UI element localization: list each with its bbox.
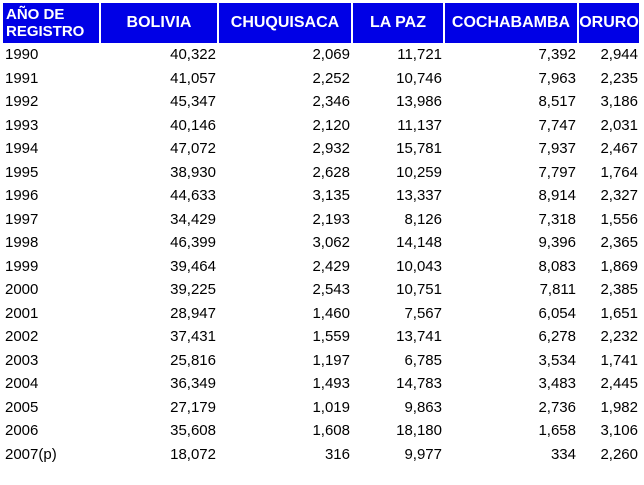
oruro-cell: 2,445 bbox=[600, 375, 638, 393]
chuquisaca-cell: 1,608 bbox=[312, 422, 350, 440]
chuquisaca-cell: 2,932 bbox=[312, 140, 350, 158]
chuquisaca-cell: 2,543 bbox=[312, 281, 350, 299]
bolivia-cell: 28,947 bbox=[170, 304, 216, 322]
header-la-paz: LA PAZ bbox=[352, 3, 444, 43]
chuquisaca-cell: 1,559 bbox=[312, 328, 350, 346]
chuquisaca-cell: 2,628 bbox=[312, 163, 350, 181]
header-row bbox=[2, 3, 640, 43]
bolivia-cell: 36,349 bbox=[170, 375, 216, 393]
year-cell: 2000 bbox=[5, 281, 39, 299]
cochabamba-cell: 7,811 bbox=[539, 281, 576, 299]
year-cell: 2002 bbox=[5, 328, 39, 346]
chuquisaca-cell: 2,193 bbox=[312, 210, 350, 228]
table-row bbox=[2, 231, 640, 255]
cochabamba-cell: 8,517 bbox=[538, 93, 576, 111]
chuquisaca-cell: 3,062 bbox=[312, 234, 350, 252]
la-paz-cell: 10,043 bbox=[396, 257, 442, 275]
chuquisaca-cell: 2,346 bbox=[312, 93, 350, 111]
chuquisaca-cell: 1,197 bbox=[312, 351, 350, 369]
oruro-cell: 1,741 bbox=[600, 351, 638, 369]
cochabamba-cell: 6,054 bbox=[538, 304, 576, 322]
bolivia-cell: 39,464 bbox=[170, 257, 216, 275]
oruro-cell: 1,651 bbox=[600, 304, 638, 322]
year-cell: 1996 bbox=[5, 187, 39, 205]
year-cell: 1992 bbox=[5, 93, 39, 111]
oruro-cell: 2,260 bbox=[600, 445, 638, 463]
table-row bbox=[2, 372, 640, 396]
bolivia-cell: 40,322 bbox=[170, 46, 216, 64]
chuquisaca-cell: 2,069 bbox=[312, 46, 350, 64]
cochabamba-cell: 6,278 bbox=[538, 328, 576, 346]
table-row bbox=[2, 302, 640, 326]
oruro-cell: 3,186 bbox=[600, 93, 638, 111]
table-header bbox=[2, 3, 640, 43]
cochabamba-cell: 3,534 bbox=[538, 351, 576, 369]
year-cell: 1993 bbox=[5, 116, 39, 134]
bolivia-cell: 46,399 bbox=[170, 234, 216, 252]
cochabamba-cell: 7,747 bbox=[538, 116, 576, 134]
oruro-cell: 2,235 bbox=[600, 69, 638, 87]
la-paz-cell: 18,180 bbox=[396, 422, 442, 440]
bolivia-cell: 38,930 bbox=[170, 163, 216, 181]
chuquisaca-cell: 3,135 bbox=[312, 187, 350, 205]
oruro-cell: 1,556 bbox=[600, 210, 638, 228]
bolivia-cell: 37,431 bbox=[170, 328, 216, 346]
chuquisaca-cell: 1,460 bbox=[312, 304, 350, 322]
la-paz-cell: 11,721 bbox=[397, 46, 442, 64]
la-paz-cell: 10,751 bbox=[396, 281, 442, 299]
bolivia-cell: 27,179 bbox=[170, 398, 216, 416]
oruro-cell: 2,467 bbox=[600, 140, 638, 158]
la-paz-cell: 10,259 bbox=[396, 163, 442, 181]
cochabamba-cell: 7,963 bbox=[538, 69, 576, 87]
la-paz-cell: 6,785 bbox=[404, 351, 442, 369]
oruro-cell: 2,365 bbox=[600, 234, 638, 252]
header-oruro: ORURO bbox=[578, 3, 640, 43]
chuquisaca-cell: 2,429 bbox=[312, 257, 350, 275]
header-cochabamba: COCHABAMBA bbox=[444, 3, 578, 43]
header-registration-year: AÑO DE REGISTRO bbox=[2, 3, 100, 43]
bolivia-cell: 40,146 bbox=[170, 116, 216, 134]
cochabamba-cell: 7,797 bbox=[538, 163, 576, 181]
la-paz-cell: 14,148 bbox=[396, 234, 442, 252]
cochabamba-cell: 3,483 bbox=[538, 375, 576, 393]
la-paz-cell: 11,137 bbox=[397, 116, 442, 134]
table-row bbox=[2, 161, 640, 185]
cochabamba-cell: 334 bbox=[550, 445, 576, 463]
la-paz-cell: 14,783 bbox=[396, 375, 442, 393]
table-row bbox=[2, 349, 640, 373]
table-row bbox=[2, 184, 640, 208]
year-cell: 2007(p) bbox=[5, 445, 57, 463]
cochabamba-cell: 2,736 bbox=[538, 398, 576, 416]
la-paz-cell: 7,567 bbox=[404, 304, 442, 322]
oruro-cell: 2,385 bbox=[600, 281, 638, 299]
table-row bbox=[2, 90, 640, 114]
table-row bbox=[2, 396, 640, 420]
bolivia-cell: 35,608 bbox=[170, 422, 216, 440]
table-row bbox=[2, 255, 640, 279]
chuquisaca-cell: 316 bbox=[324, 445, 350, 463]
table-row bbox=[2, 443, 640, 467]
header-bolivia: BOLIVIA bbox=[100, 3, 218, 43]
bolivia-cell: 39,225 bbox=[170, 281, 216, 299]
header-chuquisaca: CHUQUISACA bbox=[218, 3, 352, 43]
oruro-cell: 2,031 bbox=[600, 116, 638, 134]
oruro-cell: 3,106 bbox=[600, 422, 638, 440]
oruro-cell: 2,944 bbox=[600, 46, 638, 64]
cochabamba-cell: 1,658 bbox=[538, 422, 576, 440]
year-cell: 1999 bbox=[5, 257, 39, 275]
table-row bbox=[2, 114, 640, 138]
year-cell: 1990 bbox=[5, 46, 39, 64]
la-paz-cell: 9,977 bbox=[404, 445, 442, 463]
year-cell: 1991 bbox=[5, 69, 39, 87]
table-row bbox=[2, 137, 640, 161]
oruro-cell: 2,232 bbox=[600, 328, 638, 346]
table-row bbox=[2, 278, 640, 302]
table-row bbox=[2, 208, 640, 232]
chuquisaca-cell: 1,019 bbox=[312, 398, 350, 416]
chuquisaca-cell: 1,493 bbox=[312, 375, 350, 393]
year-cell: 2005 bbox=[5, 398, 39, 416]
year-cell: 2006 bbox=[5, 422, 39, 440]
table-body bbox=[2, 43, 640, 466]
bolivia-cell: 47,072 bbox=[170, 140, 216, 158]
la-paz-cell: 13,741 bbox=[396, 328, 442, 346]
oruro-cell: 1,764 bbox=[600, 163, 638, 181]
la-paz-cell: 13,986 bbox=[396, 93, 442, 111]
bolivia-cell: 44,633 bbox=[170, 187, 216, 205]
cochabamba-cell: 7,392 bbox=[538, 46, 576, 64]
la-paz-cell: 13,337 bbox=[396, 187, 442, 205]
chuquisaca-cell: 2,120 bbox=[312, 116, 350, 134]
table-row bbox=[2, 325, 640, 349]
cochabamba-cell: 7,318 bbox=[538, 210, 576, 228]
table-row bbox=[2, 67, 640, 91]
year-cell: 2001 bbox=[5, 304, 39, 322]
cochabamba-cell: 8,083 bbox=[538, 257, 576, 275]
table-row bbox=[2, 419, 640, 443]
la-paz-cell: 15,781 bbox=[396, 140, 442, 158]
bolivia-cell: 45,347 bbox=[170, 93, 216, 111]
table-row bbox=[2, 43, 640, 67]
oruro-cell: 1,869 bbox=[600, 257, 638, 275]
year-cell: 2004 bbox=[5, 375, 39, 393]
oruro-cell: 1,982 bbox=[600, 398, 638, 416]
cochabamba-cell: 8,914 bbox=[538, 187, 576, 205]
la-paz-cell: 8,126 bbox=[404, 210, 442, 228]
cochabamba-cell: 7,937 bbox=[538, 140, 576, 158]
year-cell: 1998 bbox=[5, 234, 39, 252]
la-paz-cell: 9,863 bbox=[404, 398, 442, 416]
cochabamba-cell: 9,396 bbox=[538, 234, 576, 252]
la-paz-cell: 10,746 bbox=[396, 69, 442, 87]
bolivia-cell: 41,057 bbox=[170, 69, 216, 87]
oruro-cell: 2,327 bbox=[600, 187, 638, 205]
chuquisaca-cell: 2,252 bbox=[312, 69, 350, 87]
bolivia-cell: 18,072 bbox=[170, 445, 216, 463]
year-cell: 2003 bbox=[5, 351, 39, 369]
year-cell: 1994 bbox=[5, 140, 39, 158]
bolivia-cell: 25,816 bbox=[170, 351, 216, 369]
registry-data-table bbox=[2, 3, 640, 466]
bolivia-cell: 34,429 bbox=[170, 210, 216, 228]
year-cell: 1997 bbox=[5, 210, 39, 228]
year-cell: 1995 bbox=[5, 163, 39, 181]
